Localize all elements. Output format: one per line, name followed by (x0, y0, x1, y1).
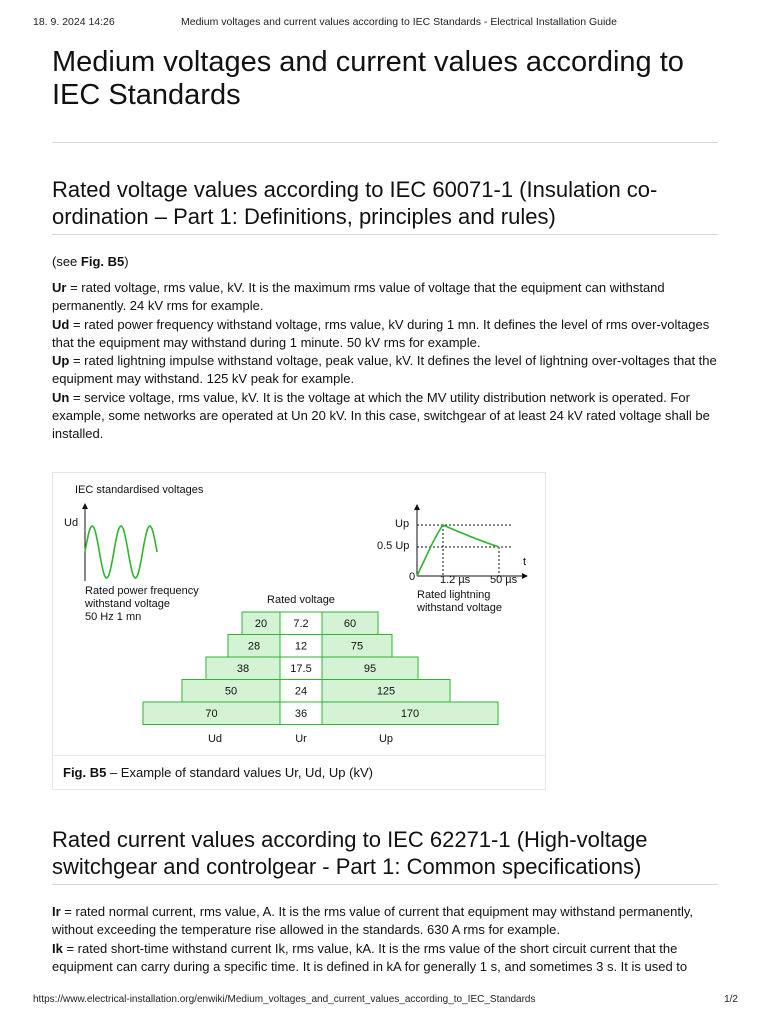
pyramid-value-ud: 28 (247, 640, 261, 653)
pyramid-value-up: 95 (363, 663, 377, 675)
col-label-ud: Ud (207, 733, 223, 745)
pyramid-value-ur: 24 (294, 685, 308, 698)
page-title: Medium voltages and current values according to IEC Standards (52, 46, 684, 111)
ud-caption-line-2: withstand voltage (85, 598, 170, 610)
impulse-curve (417, 525, 499, 576)
ud-caption-line-1: Rated power frequency (85, 585, 199, 597)
t-axis-label: t (523, 556, 527, 568)
figure-caption (53, 755, 545, 790)
pyramid-value-ur: 36 (294, 708, 308, 720)
up-caption-line-2: withstand voltage (417, 602, 502, 614)
ud-caption-line-3: 50 Hz 1 mn (85, 611, 142, 623)
def-text-ik: = rated short-time withstand current Ik, rms value, kA. It is the rms value of the short circuit current that the equipment can carry during a specific time. It is defined in kA for generally 1 s, and sometimes 3 s. It is used to (52, 940, 688, 974)
pyramid-value-up: 170 (400, 708, 420, 720)
rated-voltage-title: Rated voltage (267, 594, 335, 606)
title-divider (52, 142, 718, 143)
ud-axis-arrow-icon (82, 503, 88, 509)
def-term-un: Un (52, 389, 70, 405)
origin-label: 0 (409, 571, 416, 583)
def-term-ud: Ud (52, 316, 70, 332)
see-suffix: ) (124, 254, 129, 269)
def-text-ir: = rated normal current, rms value, A. It is the rms value of current that equipment may withstand permanently, without exceeding the temperature rise allowed in the standards. 630 A rms for example. (52, 904, 694, 938)
iec-voltages-diagram (53, 473, 547, 755)
section-divider-2 (52, 884, 718, 885)
def-text-up: = rated lightning impulse withstand voltage, peak value, kV. It defines the level of lightning over-voltages that the equipment may withstand. 125 kV peak for example. (52, 353, 717, 387)
ud-axis-label: Ud (64, 517, 79, 529)
def-text-ud: = rated power frequency withstand voltage, rms value, kV during 1 mn. It defines the level of rms over-voltages that the equipment may withstand during 1 minute. 50 kV rms for example. (52, 316, 710, 350)
voltage-definitions (52, 279, 722, 444)
pyramid-value-up: 75 (350, 640, 364, 653)
print-page-title: Medium voltages and current values according to IEC Standards - Electrical Installation Guide (181, 16, 617, 28)
pyramid-value-ur: 7.2 (293, 618, 309, 630)
up-t-arrow-icon (522, 573, 528, 579)
see-figure-link[interactable]: Fig. B5 (80, 254, 125, 269)
pyramid-value-ud: 70 (205, 708, 218, 720)
up-axis-label: Up (395, 518, 410, 530)
print-page-number: 1/2 (724, 994, 738, 1005)
col-label-up: Up (378, 733, 394, 745)
pyramid-value-ur: 17.5 (290, 663, 312, 675)
current-definitions (52, 903, 722, 976)
def-text-ur: = rated voltage, rms value, kV. It is the maximum rms value of voltage that the equipment can withstand permanently. 24 kV rms for example. (52, 280, 665, 314)
pyramid-value-ud: 50 (224, 685, 238, 698)
up-caption-line-1: Rated lightning (417, 589, 491, 601)
caption-ref: Fig. B5 (63, 765, 107, 780)
pyramid-value-ur: 12 (294, 640, 308, 653)
print-url: https://www.electrical-installation.org/enwiki/Medium_voltages_and_current_values_according_to_IEC_Standards (33, 994, 536, 1005)
print-footer (33, 994, 738, 1008)
up-y-arrow-icon (414, 504, 420, 510)
t2-label: 50 µs (490, 574, 518, 586)
figure-title: IEC standardised voltages (75, 484, 204, 496)
pyramid-value-ud: 20 (254, 618, 268, 630)
pyramid-value-ud: 38 (236, 663, 250, 675)
see-prefix: (see (52, 254, 81, 269)
see-figure-note (52, 253, 722, 271)
col-label-ur: Ur (295, 733, 307, 745)
pyramid-value-up: 60 (343, 618, 357, 630)
pyramid-value-up: 125 (376, 685, 396, 698)
caption-text: – Example of standard values Ur, Ud, Up (kV) (106, 765, 373, 780)
section-divider (52, 234, 718, 235)
figure-b5 (52, 472, 546, 790)
ud-sine-wave (85, 526, 157, 578)
def-term-ur: Ur (52, 280, 67, 295)
def-term-up: Up (52, 353, 70, 369)
def-term-ir: Ir (52, 904, 61, 919)
def-term-ik: Ik (52, 940, 63, 956)
rated-voltage-pyramid (143, 612, 498, 725)
section-heading-current: Rated current values according to IEC 62271-1 (High-voltage switchgear and controlgear - Part 1: Common specifications) (52, 827, 648, 879)
section-heading-voltage: Rated voltage values according to IEC 60071-1 (Insulation co-ordination – Part 1: Definitions, principles and rules) (52, 177, 658, 229)
print-datetime: 18. 9. 2024 14:26 (33, 16, 115, 28)
half-up-label: 0.5 Up (377, 540, 410, 552)
t1-label: 1.2 µs (440, 574, 471, 586)
def-text-un: = service voltage, rms value, kV. It is the voltage at which the MV utility distribution network is operated. For example, some networks are operated at Un 20 kV. In this case, switchgear of at least 24 kV rated voltage shall be installed. (52, 389, 710, 442)
print-header (33, 16, 735, 30)
